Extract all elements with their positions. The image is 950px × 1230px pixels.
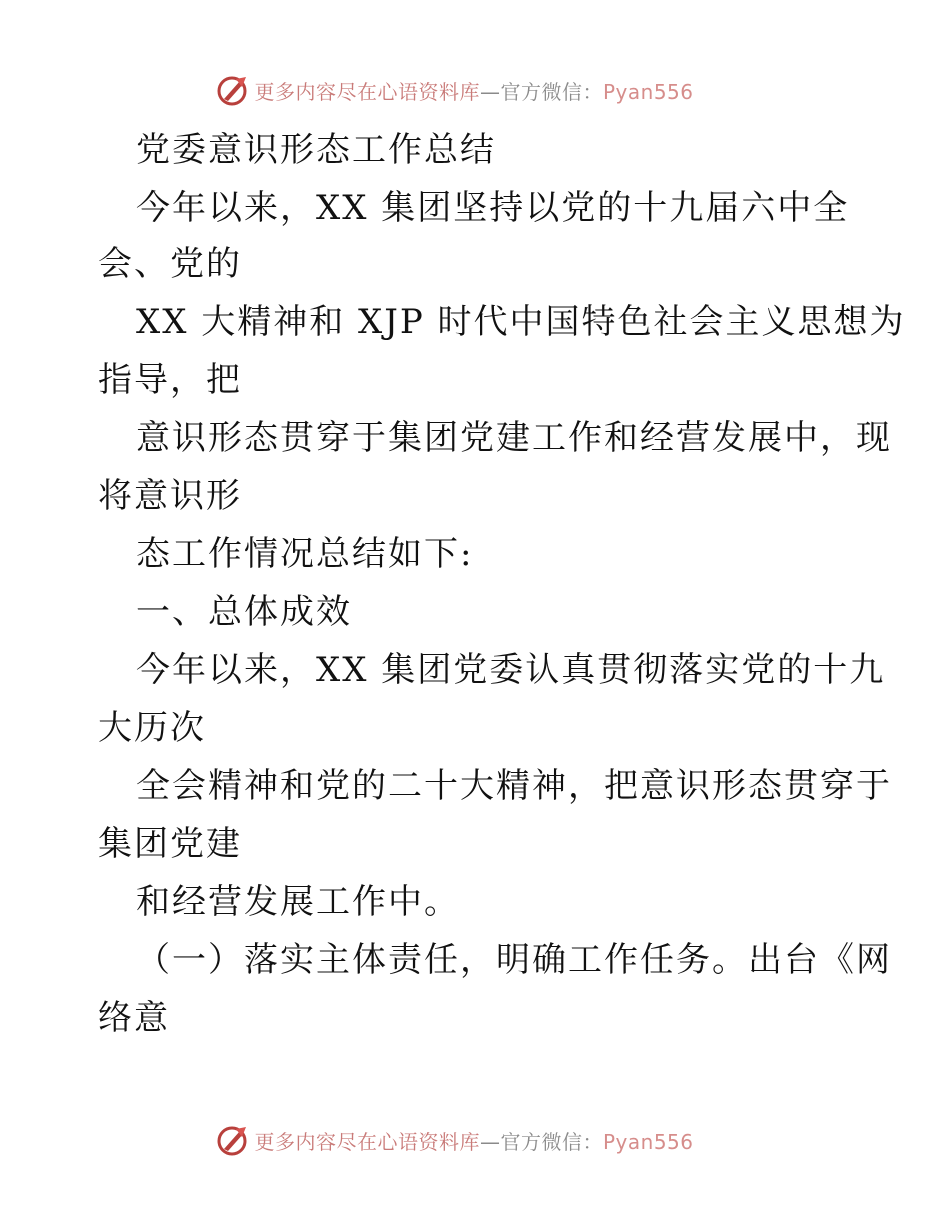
watermark-dash: — (479, 79, 501, 104)
subsection-heading: （一）落实主体责任，明确工作任务。出台《网 (136, 940, 892, 980)
quill-logo-icon (216, 1123, 250, 1157)
watermark-id: Pyan556 (602, 79, 694, 104)
watermark-dash: — (479, 1129, 501, 1154)
footer-watermark (0, 1120, 950, 1160)
body-line: 今年以来，XX 集团党委认真贯彻落实党的十九 (136, 650, 886, 690)
watermark-main: 更多内容尽在心语资料库 (254, 1129, 480, 1154)
watermark-sub: 官方微信： (500, 79, 603, 104)
header-watermark (0, 70, 950, 110)
body-line: 大历次 (98, 708, 206, 748)
body-line: 集团党建 (98, 824, 242, 864)
section-heading: 一、总体成效 (136, 592, 352, 632)
body-line: XX 大精神和 XJP 时代中国特色社会主义思想为 (136, 302, 906, 342)
document-title: 党委意识形态工作总结 (136, 130, 496, 170)
body-line: 意识形态贯穿于集团党建工作和经营发展中，现 (136, 418, 892, 458)
body-line: 态工作情况总结如下: (136, 534, 474, 574)
watermark-text (254, 1126, 693, 1155)
body-line: 全会精神和党的二十大精神，把意识形态贯穿于 (136, 766, 892, 806)
quill-logo-icon (216, 73, 250, 107)
body-line: 将意识形 (98, 476, 242, 516)
body-line: 指导，把 (98, 360, 242, 400)
watermark-id: Pyan556 (602, 1129, 694, 1154)
body-line: 和经营发展工作中。 (136, 882, 460, 922)
watermark-sub: 官方微信： (500, 1129, 603, 1154)
body-line: 会、党的 (98, 244, 242, 284)
watermark-text (254, 76, 693, 105)
body-line: 今年以来，XX 集团坚持以党的十九届六中全 (136, 188, 850, 228)
body-line: 络意 (98, 998, 170, 1038)
watermark-main: 更多内容尽在心语资料库 (254, 79, 480, 104)
